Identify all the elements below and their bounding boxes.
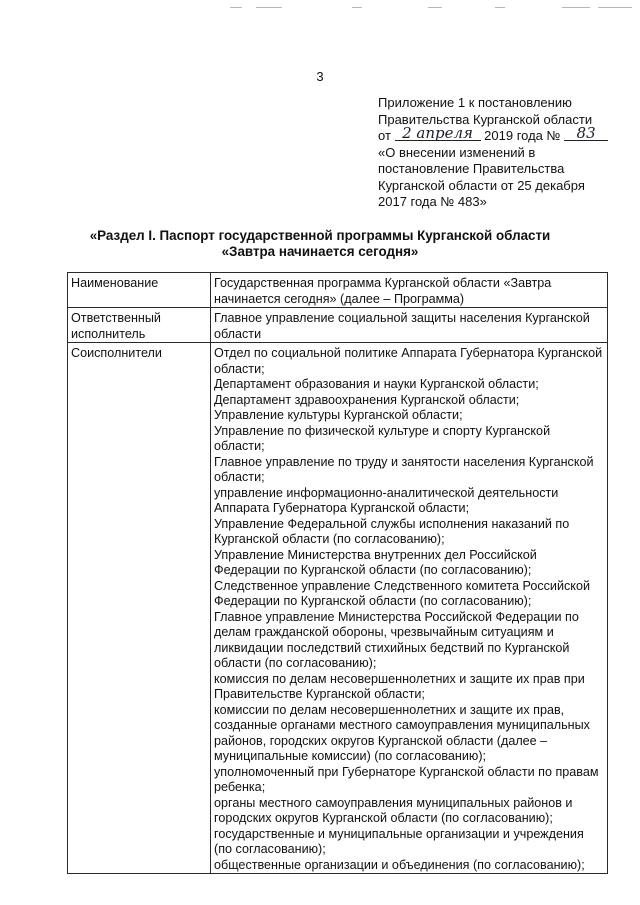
row-value: Государственная программа Курганской области «Завтра начинается сегодня» (далее – Программа) (211, 273, 608, 308)
date-prefix: от (378, 128, 391, 143)
list-item: комиссии по делам несовершеннолетних и защите их прав, созданные органами местного самоуправления муниципальных районов, городских округов Курганской области (далее – муниципальные комиссии) (по согласованию); (214, 702, 590, 763)
appendix-date-line (378, 124, 628, 145)
scan-artifact (428, 7, 442, 8)
list-item: Департамент образования и науки Курганской области; (214, 377, 539, 391)
list-item: Управление культуры Курганской области; (214, 408, 463, 422)
scan-artifact (230, 7, 242, 8)
list-item: комиссия по делам несовершеннолетних и защите их прав при Правительстве Курганской области; (214, 671, 585, 701)
list-item: Отдел по социальной политике Аппарата Губернатора Курганской области; (214, 346, 603, 376)
row-label: Ответственный исполнитель (68, 308, 211, 343)
list-item: Следственное управление Следственного комитета Российской Федерации по Курганской области (по согласованию); (214, 578, 590, 608)
list-item: управление информационно-аналитической деятельности Аппарата Губернатора Курганской области; (214, 485, 559, 515)
scan-artifact (352, 7, 362, 8)
appendix-header (378, 95, 628, 211)
appendix-line: Курганской области от 25 декабря (378, 177, 585, 193)
row-label: Наименование (68, 273, 211, 308)
table-row (68, 273, 608, 308)
scan-artifact (598, 7, 632, 8)
table-row (68, 308, 608, 343)
scan-artifact (256, 7, 282, 8)
row-value: Главное управление социальной защиты населения Курганской области (211, 308, 608, 343)
list-item: Управление по физической культуре и спорту Курганской области; (214, 423, 551, 453)
section-title (60, 228, 580, 260)
list-item: общественные организации и объединения (по согласованию); (214, 857, 585, 872)
list-item: Главное управление Министерства Российской Федерации по делам гражданской обороны, чрезвычайным ситуациям и ликвидации последствий стихийных бедствий по Курганской области (по согласованию); (214, 609, 579, 670)
scan-artifact (562, 7, 590, 8)
list-item: органы местного самоуправления муниципальных районов и городских округов Курганской области (по согласованию); (214, 795, 573, 825)
list-item: Управление Министерства внутренних дел Российской Федерации по Курганской области (по согласованию); (214, 547, 537, 577)
appendix-line: Приложение 1 к постановлению (378, 95, 572, 110)
page-number: 3 (316, 69, 324, 84)
list-item: Департамент здравоохранения Курганской области; (214, 392, 520, 407)
handwritten-date: 2 апреля (395, 127, 481, 141)
list-item: Управление Федеральной службы исполнения наказаний по Курганской области (по согласованию); (214, 516, 570, 546)
year-text: 2019 года № (484, 128, 561, 143)
section-title-line: «Завтра начинается сегодня» (221, 244, 419, 259)
list-item: уполномоченный при Губернаторе Курганской области по правам ребенка; (214, 764, 599, 794)
appendix-line: постановление Правительства (378, 161, 565, 176)
appendix-line: Правительства Курганской области (378, 111, 593, 127)
co-executors-list (211, 343, 608, 874)
scan-artifact (495, 7, 505, 8)
appendix-line: 2017 года № 483» (378, 194, 487, 209)
handwritten-number: 83 (564, 127, 608, 141)
list-item: Главное управление по труду и занятости населения Курганской области; (214, 454, 594, 484)
table-row (68, 343, 608, 874)
section-title-line: «Раздел I. Паспорт государственной программы Курганской области (89, 228, 551, 243)
passport-table (67, 272, 608, 874)
row-label: Соисполнители (68, 343, 211, 874)
list-item: государственные и муниципальные организации и учреждения (по согласованию); (214, 826, 584, 856)
appendix-line: «О внесении изменений в (378, 144, 536, 160)
